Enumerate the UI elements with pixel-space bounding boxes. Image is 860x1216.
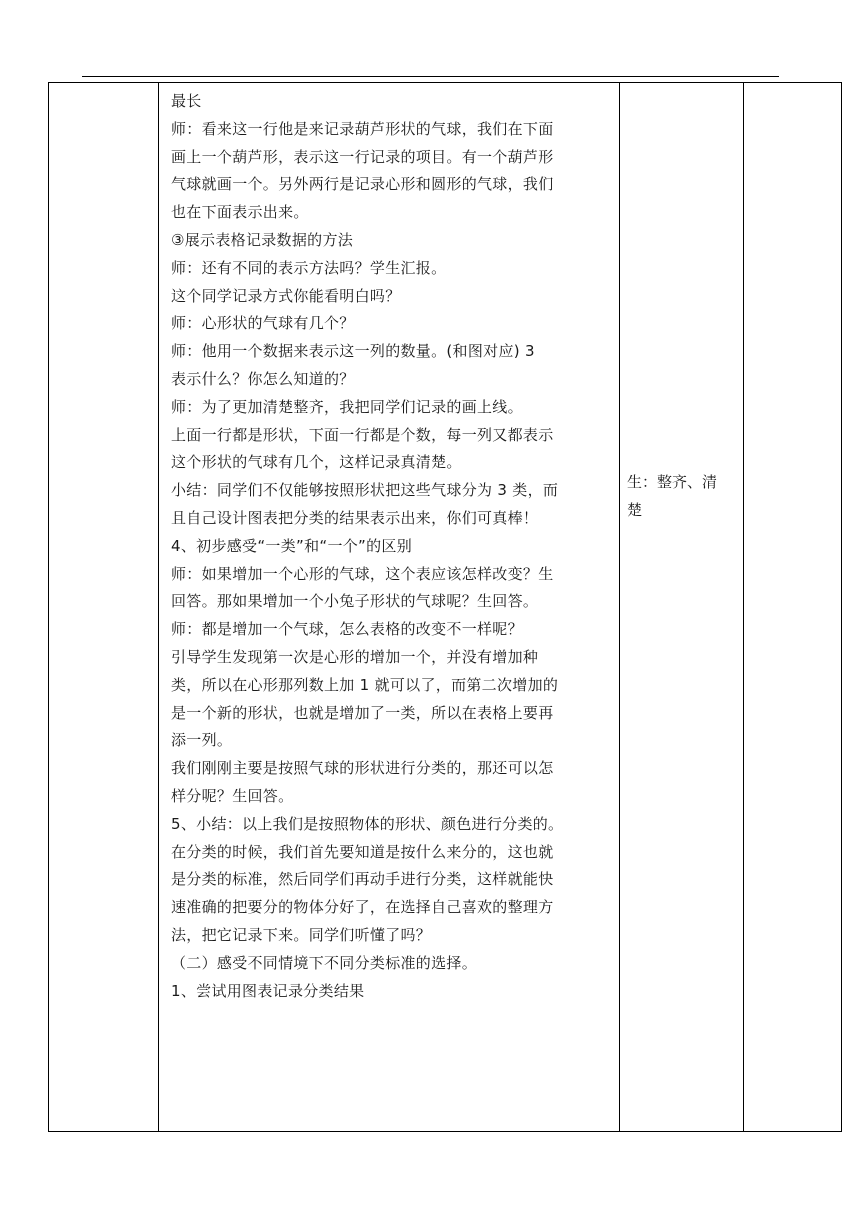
lesson-plan-table	[48, 82, 842, 1132]
text-line: 师：看来这一行他是来记录葫芦形状的气球，我们在下面	[171, 119, 554, 138]
text-line: 上面一行都是形状，下面一行都是个数，每一列又都表示	[171, 425, 554, 444]
text-line: 是分类的标准，然后同学们再动手进行分类，这样就能快	[171, 870, 554, 889]
text-line: 师：心形状的气球有几个？	[171, 314, 355, 333]
notes-cell	[744, 83, 842, 1132]
section-heading: 5、小结：以上我们是按照物体的形状、颜色进行分类的。	[171, 814, 564, 833]
text-line: 是一个新的形状，也就是增加了一类，所以在表格上要再	[171, 703, 554, 722]
text-line: 样分呢？生回答。	[171, 786, 294, 805]
section-heading: （二）感受不同情境下不同分类标准的选择。	[171, 953, 478, 972]
stage-cell	[49, 83, 159, 1132]
text-line: 我们刚刚主要是按照气球的形状进行分类的，那还可以怎	[171, 759, 554, 778]
text-line: 楚	[627, 500, 643, 519]
student-activity-cell	[620, 83, 744, 1132]
text-line: 小结：同学们不仅能够按照形状把这些气球分为 3 类，而	[171, 481, 559, 500]
text-line: 生：整齐、清	[627, 473, 718, 491]
text-line: 师：如果增加一个心形的气球，这个表应该怎样改变？生	[171, 564, 554, 583]
text-line: 表示什么？你怎么知道的？	[171, 369, 355, 388]
teacher-activity-cell	[159, 83, 620, 1132]
student-response	[627, 469, 739, 525]
text-line: 也在下面表示出来。	[171, 203, 309, 222]
text-line: 气球就画一个。另外两行是记录心形和圆形的气球，我们	[171, 175, 554, 194]
text-line: 师：为了更加清楚整齐，我把同学们记录的画上线。	[171, 397, 523, 416]
text-line: 画上一个葫芦形，表示这一行记录的项目。有一个葫芦形	[171, 147, 554, 166]
text-line: 师：还有不同的表示方法吗？学生汇报。	[171, 258, 447, 277]
section-heading: 1、尝试用图表记录分类结果	[171, 981, 365, 1000]
text-line: 添一列。	[171, 731, 233, 750]
section-heading: ③展示表格记录数据的方法	[171, 230, 354, 249]
text-line: 引导学生发现第一次是心形的增加一个，并没有增加种	[171, 647, 539, 666]
text-line: 师：他用一个数据来表示这一列的数量。(和图对应) 3	[171, 342, 535, 361]
section-heading: 4、初步感受“一类”和“一个”的区别	[171, 536, 413, 555]
header-rule	[82, 76, 779, 77]
text-line: 这个形状的气球有几个，这样记录真清楚。	[171, 453, 462, 472]
text-line: 法，把它记录下来。同学们听懂了吗？	[171, 925, 432, 944]
table-row	[49, 83, 842, 1132]
text-line: 回答。那如果增加一个小兔子形状的气球呢？生回答。	[171, 592, 539, 611]
text-line: 师：都是增加一个气球，怎么表格的改变不一样呢？	[171, 620, 523, 639]
text-line: 且自己设计图表把分类的结果表示出来，你们可真棒！	[171, 508, 539, 527]
text-line: 最长	[171, 92, 202, 110]
text-line: 在分类的时候，我们首先要知道是按什么来分的，这也就	[171, 842, 554, 861]
text-line: 这个同学记录方式你能看明白吗？	[171, 286, 401, 305]
text-line: 类，所以在心形那列数上加 1 就可以了，而第二次增加的	[171, 675, 559, 694]
text-line: 速准确的把要分的物体分好了，在选择自己喜欢的整理方	[171, 898, 554, 917]
